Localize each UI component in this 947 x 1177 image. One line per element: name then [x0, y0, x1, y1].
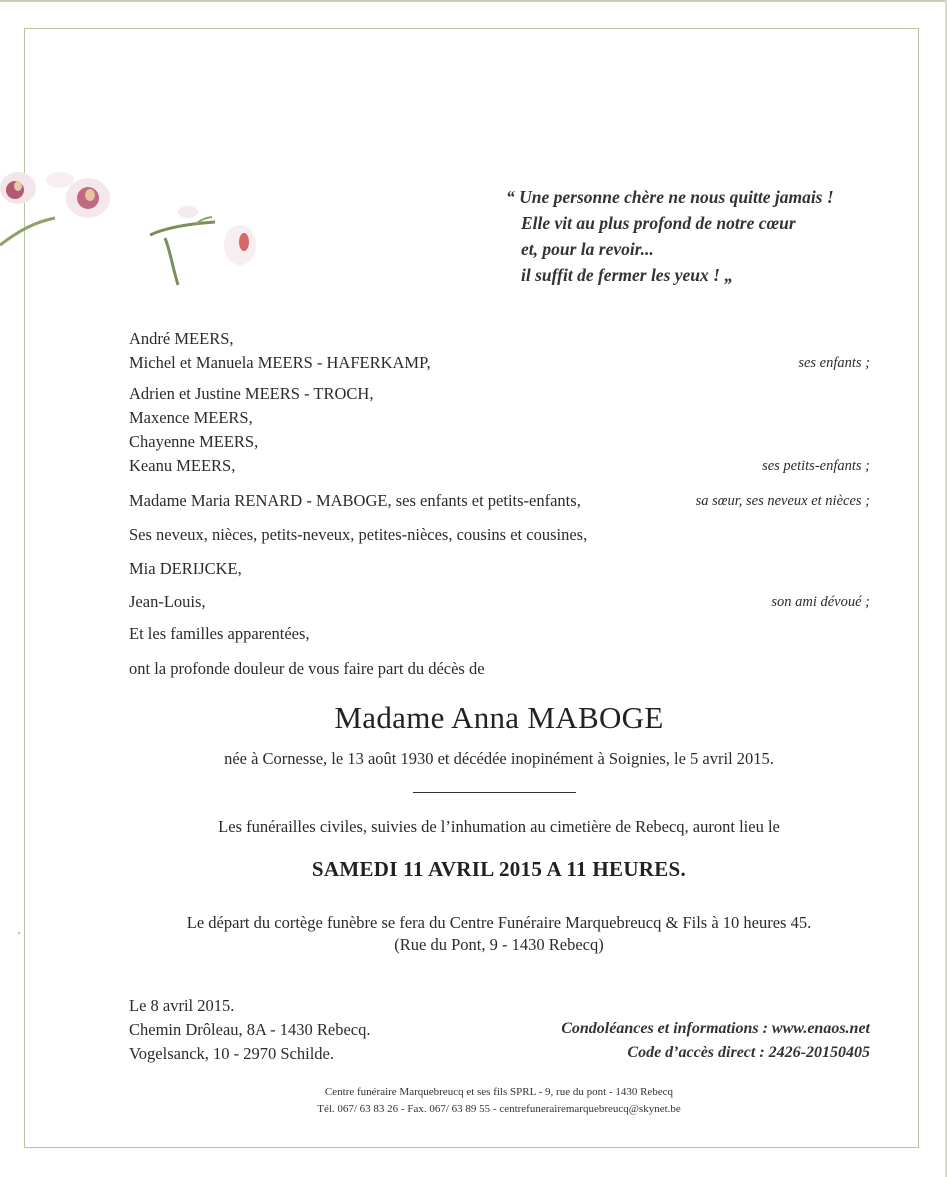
relation-label: sa sœur, ses neveux et nièces ;	[695, 493, 870, 509]
condolences-info: Condoléances et informations : www.enaos.net	[561, 1020, 870, 1037]
family-member: Maxence MEERS,	[129, 408, 253, 427]
relation-label: ses petits-enfants ;	[762, 458, 870, 474]
family-member: Ses neveux, nièces, petits-neveux, petites-nièces, cousins et cousines,	[129, 525, 588, 544]
footer-company: Centre funéraire Marquebreucq et ses fils SPRL - 9, rue du pont - 1430 Rebecq	[324, 1086, 674, 1098]
relation-label: son ami dévoué ;	[771, 594, 870, 610]
orchid-decoration-image	[0, 150, 280, 290]
family-member: Madame Maria RENARD - MABOGE, ses enfants et petits-enfants,	[129, 491, 581, 510]
quote-line: et, pour la revoir...	[521, 239, 654, 259]
departure-info: Le départ du cortège funèbre se fera du Centre Funéraire Marquebreucq & Fils à 10 heures 45.	[186, 913, 812, 932]
family-member: Et les familles apparentées,	[129, 624, 310, 643]
family-member: Chayenne MEERS,	[129, 432, 259, 451]
quote-line: “ Une personne chère ne nous quitte jamais !	[506, 187, 834, 207]
access-code: Code d’accès direct : 2426-20150405	[627, 1044, 870, 1061]
deceased-name: Madame Anna MABOGE	[334, 700, 664, 735]
quote-line: il suffit de fermer les yeux ! „	[521, 265, 734, 285]
family-member: Michel et Manuela MEERS - HAFERKAMP,	[129, 353, 431, 372]
top-edge-line	[0, 0, 947, 2]
family-member: André MEERS,	[129, 329, 234, 348]
quote-line: Elle vit au plus profond de notre cœur	[521, 213, 796, 233]
quote-block	[506, 184, 906, 288]
family-address: Chemin Drôleau, 8A - 1430 Rebecq.	[129, 1020, 371, 1039]
relation-label: ses enfants ;	[798, 355, 870, 371]
family-member: Adrien et Justine MEERS - TROCH,	[129, 384, 374, 403]
family-address: Vogelsanck, 10 - 2970 Schilde.	[129, 1044, 335, 1063]
family-member: Jean-Louis,	[129, 592, 206, 611]
family-member: Keanu MEERS,	[129, 456, 236, 475]
divider-line	[413, 792, 576, 793]
birth-death-dates: née à Cornesse, le 13 août 1930 et décédée inopinément à Soignies, le 5 avril 2015.	[224, 749, 774, 768]
funeral-date: SAMEDI 11 AVRIL 2015 A 11 HEURES.	[311, 857, 687, 881]
family-member: Mia DERIJCKE,	[129, 559, 242, 578]
announcement-text: ont la profonde douleur de vous faire part du décès de	[129, 659, 485, 678]
footer-contact: Tél. 067/ 63 83 26 - Fax. 067/ 63 89 55 - centrefunerairemarquebreucq@skynet.be	[317, 1103, 681, 1115]
departure-address: (Rue du Pont, 9 - 1430 Rebecq)	[394, 935, 604, 954]
closing-date: Le 8 avril 2015.	[129, 996, 235, 1015]
funeral-intro: Les funérailles civiles, suivies de l’inhumation au cimetière de Rebecq, auront lieu le	[218, 817, 780, 836]
